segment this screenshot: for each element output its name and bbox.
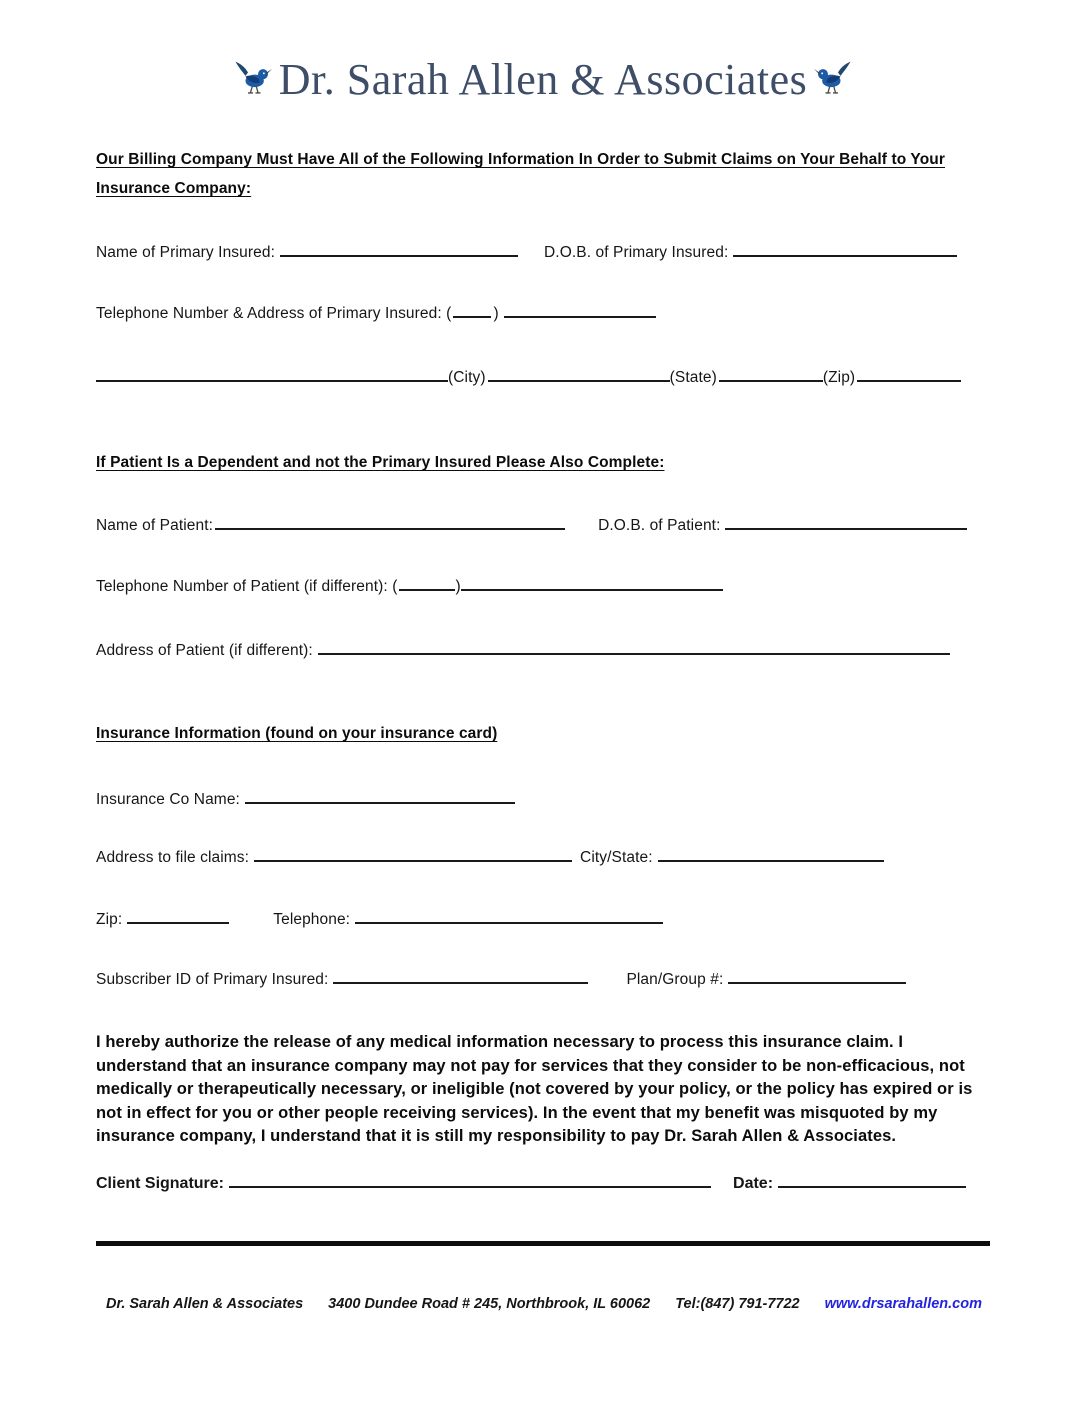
patient-phone-line[interactable] bbox=[461, 587, 723, 591]
primary-insured-name-row bbox=[96, 244, 990, 262]
footer-divider bbox=[96, 1241, 990, 1246]
footer-address: 3400 Dundee Road # 245, Northbrook, IL 60062 bbox=[328, 1296, 651, 1313]
date-line[interactable] bbox=[778, 1184, 966, 1188]
footer-phone: Tel:(847) 791-7722 bbox=[675, 1296, 800, 1313]
state-label: (State) bbox=[669, 368, 717, 386]
primary-insured-name-label: Name of Primary Insured: bbox=[96, 243, 275, 261]
telephone-label: Telephone: bbox=[273, 911, 351, 929]
primary-insured-phone-label: Telephone Number & Address of Primary Insured: ( bbox=[96, 304, 452, 322]
city-label: (City) bbox=[448, 368, 486, 386]
patient-name-row bbox=[96, 517, 990, 535]
insurance-co-name-label: Insurance Co Name: bbox=[96, 791, 240, 809]
insurance-section-heading: Insurance Information (found on your insurance card) bbox=[96, 725, 498, 743]
bird-icon bbox=[233, 59, 273, 101]
footer-website-link[interactable]: www.drsarahallen.com bbox=[824, 1296, 982, 1313]
area-code-line[interactable] bbox=[453, 314, 491, 318]
paren-close: ) bbox=[493, 304, 499, 322]
primary-insured-name-line[interactable] bbox=[280, 253, 518, 257]
zip-telephone-row bbox=[96, 911, 990, 929]
insurance-telephone-line[interactable] bbox=[355, 920, 663, 924]
primary-insured-dob-line[interactable] bbox=[733, 253, 957, 257]
zip-line[interactable] bbox=[857, 378, 961, 382]
patient-section-heading: If Patient Is a Dependent and not the Primary Insured Please Also Complete: bbox=[96, 453, 665, 471]
claims-address-row bbox=[96, 849, 990, 867]
insurance-co-row bbox=[96, 791, 990, 809]
bird-icon bbox=[813, 59, 853, 101]
signature-row bbox=[96, 1175, 990, 1193]
insurance-zip-line[interactable] bbox=[127, 920, 229, 924]
patient-address-line[interactable] bbox=[318, 651, 950, 655]
date-label: Date: bbox=[733, 1175, 774, 1193]
claims-address-line[interactable] bbox=[254, 858, 572, 862]
claims-address-label: Address to file claims: bbox=[96, 849, 250, 867]
subscriber-row bbox=[96, 971, 990, 989]
patient-phone-label: Telephone Number of Patient (if different): ( bbox=[96, 578, 398, 596]
primary-insured-phone-row bbox=[96, 305, 990, 323]
primary-insured-dob-label: D.O.B. of Primary Insured: bbox=[544, 243, 729, 261]
city-line[interactable] bbox=[488, 378, 670, 382]
patient-area-code-line[interactable] bbox=[399, 587, 455, 591]
state-line[interactable] bbox=[719, 378, 823, 382]
plan-group-line[interactable] bbox=[728, 980, 906, 984]
patient-name-label: Name of Patient: bbox=[96, 517, 214, 535]
zip-label: Zip: bbox=[96, 911, 123, 929]
city-state-zip-row bbox=[96, 369, 990, 387]
patient-address-row bbox=[96, 642, 990, 660]
primary-insured-phone-line[interactable] bbox=[504, 314, 656, 318]
plan-group-label: Plan/Group #: bbox=[626, 971, 724, 989]
patient-name-line[interactable] bbox=[215, 526, 565, 530]
zip-paren-label: (Zip) bbox=[822, 368, 856, 386]
patient-address-label: Address of Patient (if different): bbox=[96, 642, 313, 660]
authorization-paragraph: I hereby authorize the release of any medical information necessary to process this insurance claim. I understand that an insurance company may not pay for services that they consider to be non-efficacious, not medically or therapeutically necessary, or ineligible (not covered by your policy, or the policy has expired or is not in effect for you or other people receiving services). In the event that my benefit was misquoted by my insurance company, I understand that it is still my responsibility to pay Dr. Sarah Allen & Associates. bbox=[96, 1033, 973, 1146]
city-state-label: City/State: bbox=[580, 849, 653, 867]
primary-insured-address-line[interactable] bbox=[96, 378, 448, 382]
footer-practice-name: Dr. Sarah Allen & Associates bbox=[106, 1296, 304, 1313]
client-signature-label: Client Signature: bbox=[96, 1175, 225, 1193]
paren-close: ) bbox=[455, 578, 461, 596]
city-state-line[interactable] bbox=[658, 858, 884, 862]
footer bbox=[96, 1296, 990, 1312]
subscriber-id-label: Subscriber ID of Primary Insured: bbox=[96, 971, 329, 989]
page-title: Dr. Sarah Allen & Associates bbox=[278, 55, 808, 104]
patient-dob-line[interactable] bbox=[725, 526, 967, 530]
patient-dob-label: D.O.B. of Patient: bbox=[598, 517, 721, 535]
billing-section-heading: Our Billing Company Must Have All of the Following Information In Order to Submit Claims on Your Behalf to Your Insurance Company: bbox=[96, 151, 945, 198]
header bbox=[96, 0, 990, 104]
patient-phone-row bbox=[96, 578, 990, 596]
subscriber-id-line[interactable] bbox=[333, 980, 588, 984]
client-signature-line[interactable] bbox=[229, 1184, 711, 1188]
insurance-co-name-line[interactable] bbox=[245, 800, 515, 804]
